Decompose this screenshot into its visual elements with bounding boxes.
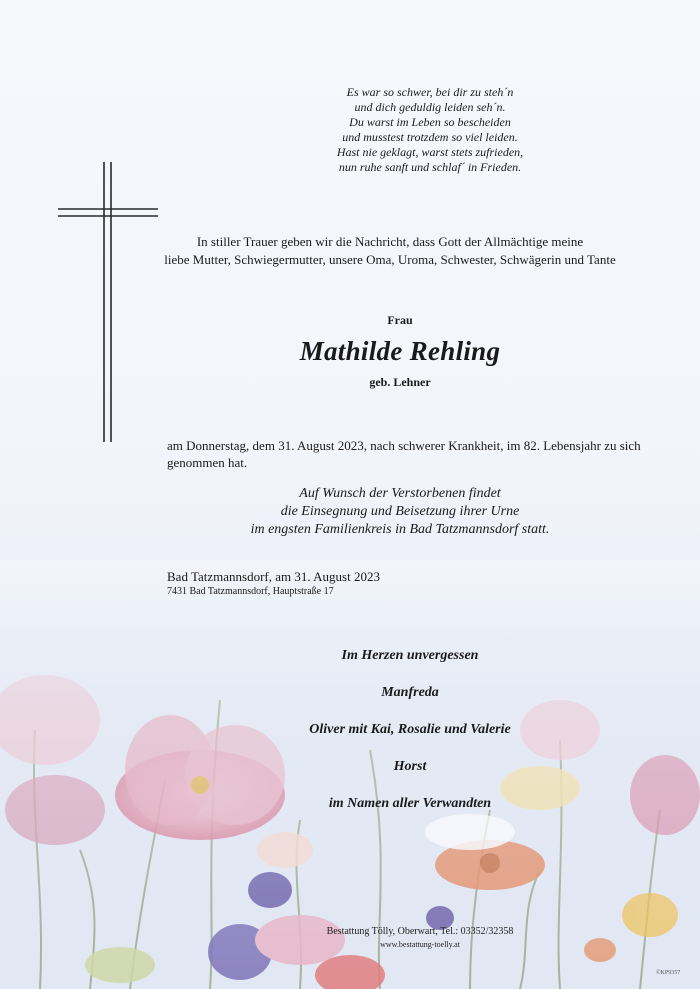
deceased-birth-name: geb. Lehner: [369, 375, 431, 389]
announcement-line: In stiller Trauer geben wir die Nachricht, dass Gott der Allmächtige meine: [196, 234, 584, 249]
wish-line: Auf Wunsch der Verstorbenen findet: [299, 486, 501, 501]
print-code: ©KP9357: [656, 970, 681, 976]
place-date: Bad Tatzmannsdorf, am 31. August 2023: [167, 569, 380, 584]
cross-icon: [58, 162, 158, 442]
poem-line: Es war so schwer, bei dir zu steh´n: [346, 85, 514, 99]
funeral-wish: [180, 485, 620, 539]
mourner-line: im Namen aller Verwandten: [328, 796, 492, 811]
mourners-list: [260, 647, 560, 832]
mourner-line: Im Herzen unvergessen: [341, 648, 479, 663]
address: 7431 Bad Tatzmannsdorf, Hauptstraße 17: [167, 586, 334, 597]
deceased-name: Mathilde Rehling: [299, 336, 501, 366]
deceased-title: Frau: [387, 313, 413, 327]
wish-line: die Einsegnung und Beisetzung ihrer Urne: [280, 504, 520, 519]
poem-line: Du warst im Leben so bescheiden: [349, 115, 511, 129]
poem-line: nun ruhe sanft und schlaf´ in Frieden.: [338, 160, 522, 174]
poem-line: Hast nie geklagt, warst stets zufrieden,: [336, 145, 524, 159]
undertaker-line: Bestattung Tölly, Oberwart, Tel.: 03352/32358: [326, 926, 514, 937]
mourner-line: Horst: [393, 759, 427, 774]
announcement-text: [150, 233, 630, 269]
death-notice: am Donnerstag, dem 31. August 2023, nach schwerer Krankheit, im 82. Lebensjahr zu sich genommen hat.: [167, 438, 641, 470]
poem-line: und dich geduldig leiden seh´n.: [354, 100, 506, 114]
undertaker-website: www.bestattung-toelly.at: [380, 940, 460, 949]
poem: [280, 85, 580, 175]
mourner-line: Manfreda: [381, 685, 439, 700]
mourner-line: Oliver mit Kai, Rosalie und Valerie: [309, 722, 511, 737]
wish-line: im engsten Familienkreis in Bad Tatzmannsdorf statt.: [250, 522, 550, 537]
announcement-line: liebe Mutter, Schwiegermutter, unsere Oma, Uroma, Schwester, Schwägerin und Tante: [164, 252, 616, 267]
undertaker-info: [270, 925, 570, 951]
poem-line: und musstest trotzdem so viel leiden.: [342, 130, 518, 144]
